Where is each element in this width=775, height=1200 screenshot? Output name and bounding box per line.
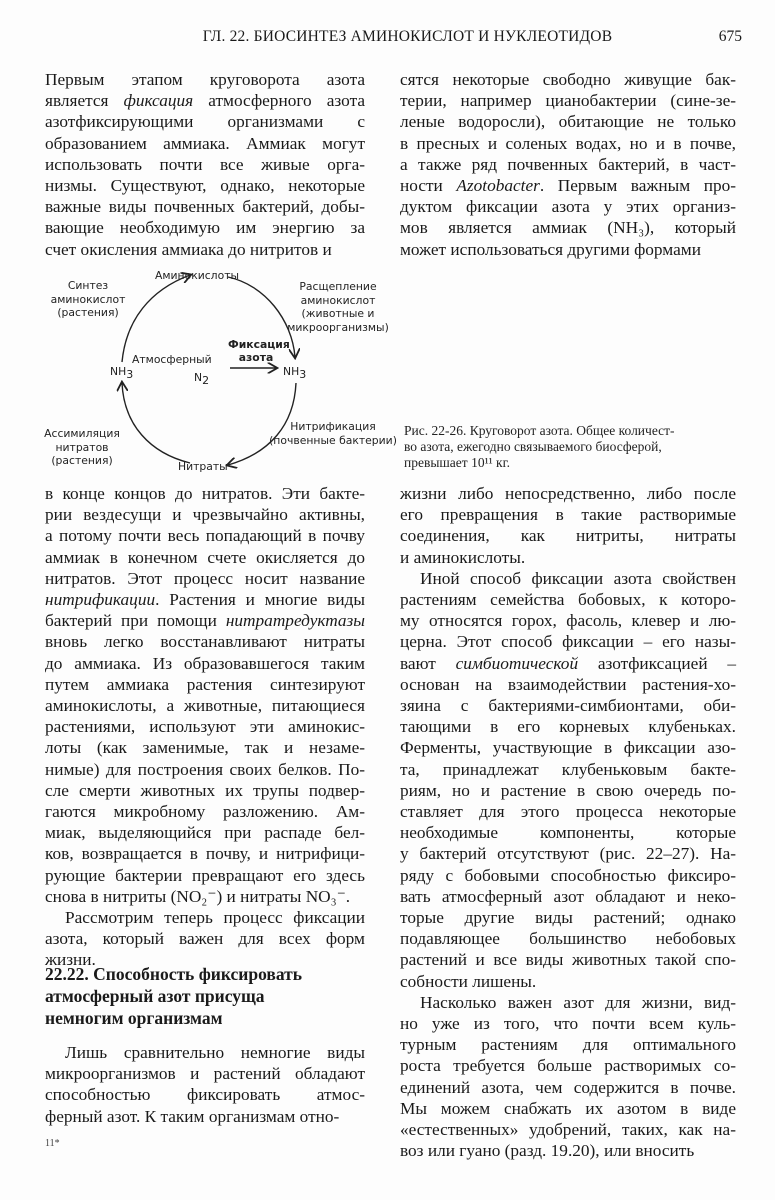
heading-line: 22.22. Способность фиксировать xyxy=(45,964,303,984)
text-line: сятся некоторые свободно живущие бак- xyxy=(400,70,736,89)
paragraph-consider-fixation xyxy=(45,907,365,971)
text-line: основан на взаимодействии растения-хо- xyxy=(400,674,736,694)
heading-line: немногим организмам xyxy=(45,1008,223,1028)
text-line: его превращения в такие растворимые xyxy=(400,505,736,525)
text-line: рии вездесущи и чрезвычайно активны, xyxy=(45,505,365,525)
label-line: Синтез xyxy=(67,279,109,292)
text-line: микроорганизмов и растений обладают xyxy=(45,1064,365,1084)
label-line: Нитрификация xyxy=(290,420,376,433)
heading-line: атмосферный азот присуща xyxy=(45,986,265,1006)
text-line: миак, выделяющийся при распаде бел- xyxy=(45,823,365,843)
text-line: собности лишены. xyxy=(400,971,537,991)
label-nitrate-assimilation xyxy=(42,427,122,468)
text-line: ности Azotobacter. Первым важным про- xyxy=(400,176,736,196)
label-line: микроорганизмы) xyxy=(287,320,389,334)
caption-line: во азота, ежегодно связываемого биосферой, xyxy=(404,439,662,454)
text-line: необходимые компоненты, которые xyxy=(400,823,736,843)
text-line: леные водоросли), обитающие не только xyxy=(400,112,736,132)
text-line: ряду с бобовыми способностью фиксиро- xyxy=(400,865,736,885)
label-line: азота xyxy=(238,350,274,364)
paragraph-nitrogen-importance xyxy=(400,992,736,1162)
text-line: соединения, как нитриты, нитраты xyxy=(400,526,736,546)
text-line: растениями, используют эти аминокис- xyxy=(45,717,365,737)
label-subscript: 3 xyxy=(126,368,134,382)
figure-caption xyxy=(404,423,724,471)
text-line: Ферменты, участвующие в фиксации азо- xyxy=(400,738,736,758)
text-line: может использоваться другими формами xyxy=(400,239,701,259)
label-text: NH xyxy=(110,365,127,378)
text-line: жизни. xyxy=(45,950,96,970)
text-line: путем аммиака растения синтезируют xyxy=(45,674,365,694)
right-column-bottom-text xyxy=(400,483,736,1162)
label-line: Фиксация xyxy=(228,338,290,351)
label-line: (растения) xyxy=(57,306,119,319)
text-line: вновь легко восстанавливают нитраты xyxy=(45,632,365,652)
text-line: снова в нитриты (NO₂⁻) и нитраты NO₃⁻. xyxy=(45,886,351,906)
signature-mark: 11* xyxy=(45,1138,60,1149)
label-line: (почвенные бактерии) xyxy=(269,433,397,447)
label-line: аминокислот xyxy=(300,293,376,307)
label-ammonia-right xyxy=(283,365,307,382)
label-n2 xyxy=(194,371,210,388)
text-line: ферный азот. К таким организмам отно- xyxy=(45,1106,340,1126)
right-column-top-text xyxy=(400,69,736,260)
text-line: гаются микробному разложению. Ам- xyxy=(45,802,365,822)
text-line: терии, например цианобактерии (сине-зе- xyxy=(400,91,736,111)
caption-line: Рис. 22-26. Круговорот азота. Общее количест- xyxy=(404,423,675,438)
text-line: риям, но и растение в свою очередь по- xyxy=(400,780,736,800)
caption-line: превышает 10¹¹ кг. xyxy=(404,455,510,470)
text-line: у бактерий отсутствуют (рис. 22–27). На- xyxy=(400,844,736,864)
section-heading-22-22 xyxy=(45,963,365,1029)
label-subscript: 2 xyxy=(202,374,210,388)
text-line: «естественных» удобрений, таких, как на- xyxy=(400,1120,736,1140)
text-line: до аммиака. Из образовавшегося таким xyxy=(45,653,365,673)
text-line: вать атмосферный азот обладают и неко- xyxy=(400,886,736,906)
text-line: ков, возвращается в почву, и нитрифици- xyxy=(45,844,365,864)
text-line: Мы можем снабжать их азотом в виде xyxy=(400,1098,736,1118)
paragraph-symbiotic-fixation xyxy=(400,568,736,992)
label-nitrates: Нитраты xyxy=(178,460,228,473)
text-line: зяина с бактериями-симбионтами, оби- xyxy=(400,696,736,716)
label-nitrification xyxy=(268,420,398,447)
label-subscript: 3 xyxy=(299,368,307,382)
text-line: Рассмотрим теперь процесс фиксации xyxy=(65,908,365,928)
text-line: му относятся горох, фасоль, клевер и лю- xyxy=(400,611,736,631)
text-line: аминокислоты, а животные, питающиеся xyxy=(45,696,365,716)
text-line: растениям семейства бобовых, к которо- xyxy=(400,590,736,610)
text-line: растений и все виды животных такой спо- xyxy=(400,950,736,970)
text-line: подавляющее большинство небобовых xyxy=(400,929,736,949)
text-line: бактерий при помощи нитратредуктазы xyxy=(45,611,365,631)
label-amino-acid-synthesis xyxy=(50,279,126,320)
text-line: Иной способ фиксации азота свойствен xyxy=(420,568,736,588)
label-text: NH xyxy=(283,365,300,378)
section-body-text xyxy=(45,1042,365,1127)
label-amino-acids: Аминокислоты xyxy=(155,269,240,282)
text-line: азотфиксирующими организмами с xyxy=(45,112,365,132)
text-line: турным растениям для оптимального xyxy=(400,1035,736,1055)
text-line: нитрификации. Растения и многие виды xyxy=(45,590,365,610)
label-line: (животные и xyxy=(301,307,375,320)
text-line: ставляет для этого процесса некоторые xyxy=(400,802,736,822)
text-line: способностью фиксировать атмос- xyxy=(45,1085,365,1105)
text-line: рующие бактерии превращают его здесь xyxy=(45,865,365,885)
label-line: (растения) xyxy=(51,454,113,467)
text-line: низмы. Существуют, однако, некоторые xyxy=(45,176,365,196)
label-line: аминокислот xyxy=(50,292,126,306)
label-nitrogen-fixation xyxy=(228,338,290,364)
text-line: жизни либо непосредственно, либо после xyxy=(400,484,736,503)
text-line: азота, который важен для всех форм xyxy=(45,929,365,949)
page-header xyxy=(0,26,775,50)
text-line: вают симбиотической азотфиксацией – xyxy=(400,653,736,673)
label-line: Расщепление xyxy=(299,280,377,293)
text-line: в конце концов до нитратов. Эти бакте- xyxy=(45,484,365,503)
text-line: Лишь сравнительно немногие виды xyxy=(65,1043,365,1062)
text-line: но уже из того, что почти всем куль- xyxy=(400,1014,736,1034)
left-column-bottom-text xyxy=(45,483,365,971)
text-line: важные виды почвенных бактерий, добы- xyxy=(45,197,365,217)
paragraph-continuation xyxy=(400,483,736,568)
text-line: торые другие виды растений; однако xyxy=(400,908,736,928)
label-atmospheric: Атмосферный xyxy=(132,353,212,366)
label-line: нитратов xyxy=(55,440,109,454)
text-line: вающие необходимую им энергию за xyxy=(45,218,365,238)
text-line: мов является аммиак (NH₃), который xyxy=(400,218,736,238)
text-line: Первым этапом круговорота азота xyxy=(45,70,365,89)
text-line: а также ряд почвенных бактерий, в част- xyxy=(400,154,736,174)
text-line: лоты (как заменимые, так и незаме- xyxy=(45,738,365,758)
text-line: нитратов. Этот процесс носит название xyxy=(45,568,365,588)
nitrogen-cycle-diagram xyxy=(40,265,400,480)
label-amino-acid-breakdown xyxy=(282,280,394,334)
label-ammonia-left xyxy=(110,365,134,382)
page-number: 675 xyxy=(718,28,742,45)
text-line: образованием аммиака. Аммиак могут xyxy=(45,133,365,153)
text-line: роста требуется больше растворимых со- xyxy=(400,1056,736,1076)
text-line: а потому почти весь попадающий в почву xyxy=(45,526,365,546)
text-line: тающими в его корневых клубеньках. xyxy=(400,717,736,737)
text-line: воз или гуано (разд. 19.20), или вносить xyxy=(400,1141,695,1161)
running-title: ГЛ. 22. БИОСИНТЕЗ АМИНОКИСЛОТ И НУКЛЕОТИДОВ xyxy=(202,28,613,45)
text-line: является фиксация атмосферного азота xyxy=(45,91,366,111)
text-line: в пресных и соленых водах, но и в почве, xyxy=(400,133,736,153)
text-line: сле смерти животных их трупы подвер- xyxy=(45,780,365,800)
text-line: дуктом фиксации азота у этих организ- xyxy=(400,197,736,217)
text-line: та, принадлежат клубеньковым бакте- xyxy=(400,759,736,779)
text-line: церна. Этот способ фиксации – его назы- xyxy=(400,632,736,652)
text-line: единений азота, чем содержится в почве. xyxy=(400,1077,736,1097)
label-text: N xyxy=(194,371,203,384)
label-line: Ассимиляция xyxy=(44,427,120,440)
text-line: Насколько важен азот для жизни, вид- xyxy=(420,992,736,1012)
text-line: и аминокислоты. xyxy=(400,547,526,567)
text-line: нимые) для построения своих белков. По- xyxy=(45,759,365,779)
text-line: аммиак в конечном счете окисляется до xyxy=(45,547,365,567)
text-line: использовать почти все живые орга- xyxy=(45,154,365,174)
paragraph-nitrification xyxy=(45,483,365,907)
left-column-top-text xyxy=(45,69,365,260)
text-line: счет окисления аммиака до нитритов и xyxy=(45,239,332,259)
